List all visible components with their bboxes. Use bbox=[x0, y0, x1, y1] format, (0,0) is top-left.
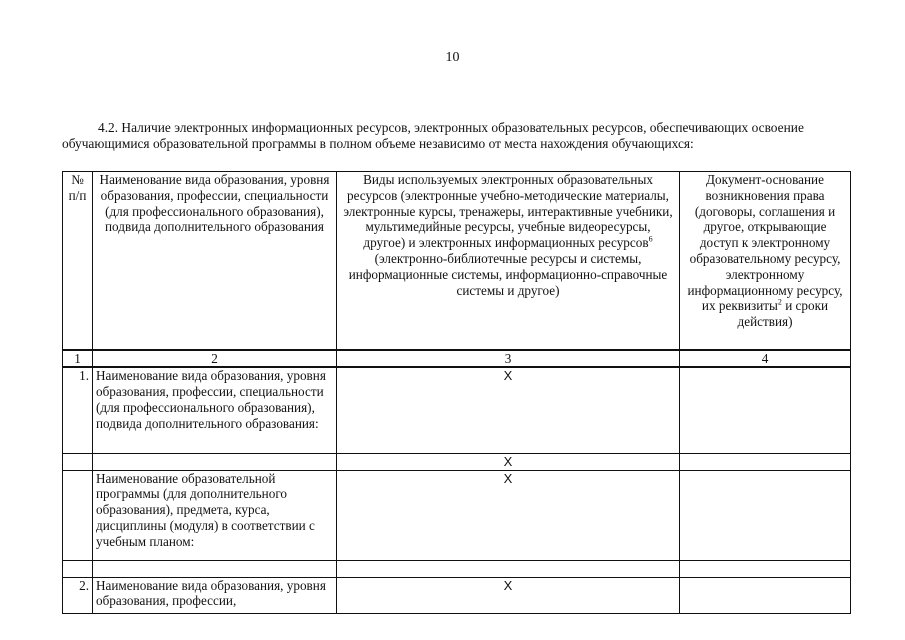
row-name: Наименование вида образования, уровня образования, профессии, специальности (для профессионального образования), подвида дополнительного образования: bbox=[93, 367, 337, 453]
column-number: 3 bbox=[337, 350, 680, 368]
column-numbers-row bbox=[63, 350, 851, 368]
table-row bbox=[63, 453, 851, 470]
row-name bbox=[93, 560, 337, 577]
header-resource-types bbox=[337, 172, 680, 350]
row-document bbox=[680, 560, 851, 577]
header-document-basis-text-cont: и сроки действия) bbox=[737, 298, 829, 330]
row-name: Наименование образовательной программы (для дополнительного образования), предмета, курса, дисциплины (модуля) в соответствии с учебным планом: bbox=[93, 470, 337, 560]
section-heading bbox=[62, 120, 840, 152]
row-resources: X bbox=[337, 470, 680, 560]
page-number: 10 bbox=[445, 50, 460, 65]
table-row bbox=[63, 367, 851, 453]
row-document bbox=[680, 453, 851, 470]
row-name: Наименование вида образования, уровня образования, профессии, bbox=[93, 577, 337, 613]
row-resources: X bbox=[337, 453, 680, 470]
row-number: 1. bbox=[63, 367, 93, 453]
header-document-basis-text: Документ-основание возникновения права (договоры, соглашения и другое, открывающие доступ к электронному образовательному ресурсу, электронному информационному ресурсу, их реквизиты bbox=[687, 172, 843, 314]
footnote-2: 2 bbox=[777, 297, 782, 307]
header-resource-types-text-cont: (электронно-библиотечные ресурсы и системы, информационные системы, информационно-справочные системы и другое) bbox=[348, 250, 668, 298]
row-document bbox=[680, 577, 851, 613]
table-row bbox=[63, 560, 851, 577]
column-number: 2 bbox=[93, 350, 337, 368]
column-number: 1 bbox=[63, 350, 93, 368]
row-document bbox=[680, 470, 851, 560]
header-document-basis bbox=[680, 172, 851, 350]
header-num: № п/п bbox=[63, 172, 93, 350]
row-number bbox=[63, 470, 93, 560]
column-number: 4 bbox=[680, 350, 851, 368]
row-resources bbox=[337, 560, 680, 577]
row-number bbox=[63, 560, 93, 577]
row-document bbox=[680, 367, 851, 453]
row-name bbox=[93, 453, 337, 470]
table-row bbox=[63, 577, 851, 613]
table-header-row bbox=[63, 172, 851, 350]
row-number: 2. bbox=[63, 577, 93, 613]
resources-table bbox=[62, 171, 851, 614]
header-education-type: Наименование вида образования, уровня образования, профессии, специальности (для профессионального образования), подвида дополнительного образования bbox=[93, 172, 337, 350]
row-resources: X bbox=[337, 577, 680, 613]
table-row bbox=[63, 470, 851, 560]
footnote-6: 6 bbox=[648, 234, 653, 244]
section-heading-text: 4.2. Наличие электронных информационных ресурсов, электронных образовательных ресурсов, обеспечивающих освоение обучающимися образовательной программы в полном объеме независимо от места нахождения обучающихся: bbox=[62, 120, 804, 151]
row-number bbox=[63, 453, 93, 470]
row-resources: X bbox=[337, 367, 680, 453]
header-resource-types-text: Виды используемых электронных образовательных ресурсов (электронные учебно-методические материалы, электронные курсы, тренажеры, интерактивные учебники, мультимедийные ресурсы, учебные видеоресурсы, другое) и электронных информационных ресурсов bbox=[343, 172, 673, 251]
